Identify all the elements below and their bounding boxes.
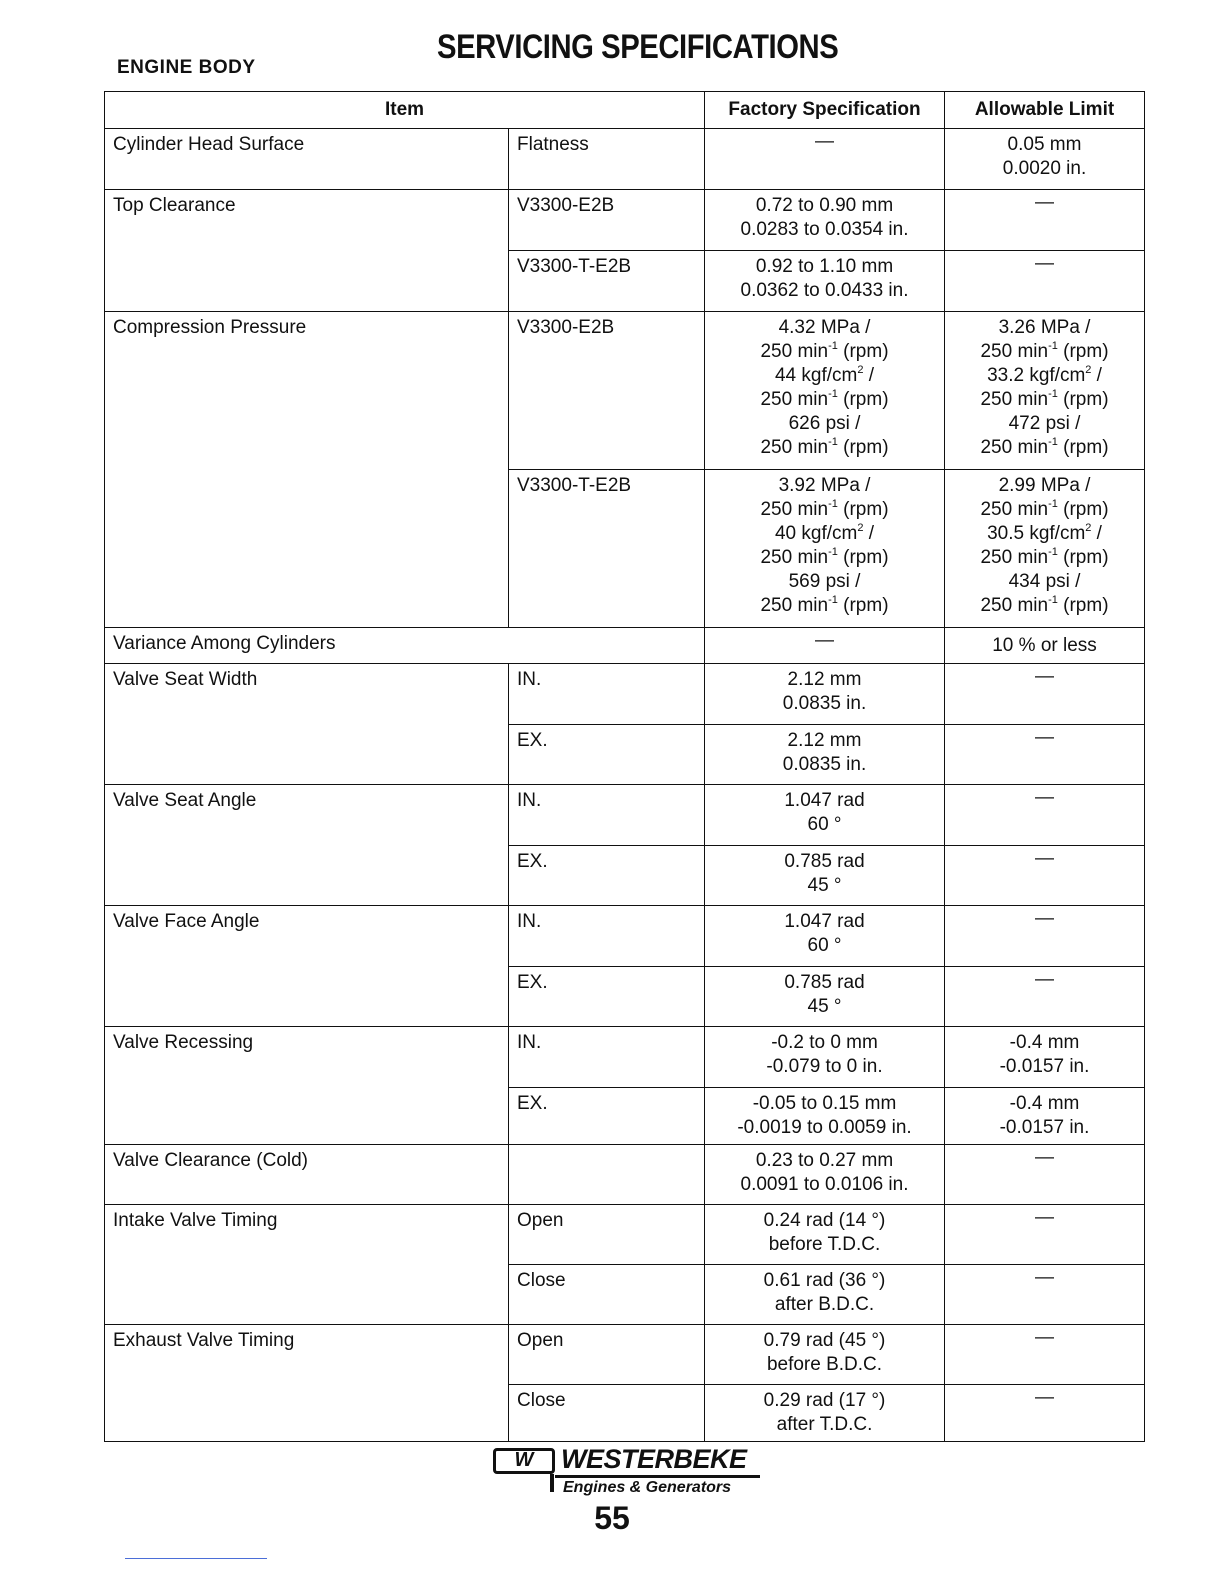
condition-cell: Close — [509, 1385, 705, 1442]
condition-cell: IN. — [509, 664, 705, 725]
square-exponent: 2 — [857, 521, 864, 534]
rpm-suffix: (rpm) — [837, 547, 889, 568]
rpm-line — [949, 498, 1140, 522]
rpm-line — [709, 436, 940, 460]
value-line: 0.24 rad (14 °) — [763, 1210, 886, 1231]
table-row — [105, 190, 1145, 251]
rpm-prefix: 250 min — [980, 389, 1049, 410]
rpm-line — [709, 546, 940, 570]
condition-cell: EX. — [509, 1088, 705, 1145]
item-cell: Intake Valve Timing — [105, 1205, 509, 1325]
condition-cell: EX. — [509, 846, 705, 906]
factory-spec-cell — [705, 1265, 945, 1325]
value-line: 569 psi / — [788, 571, 861, 592]
value-line: 0.0835 in. — [782, 693, 867, 714]
condition-cell: V3300-E2B — [509, 312, 705, 470]
slash: / — [863, 523, 875, 544]
allowable-limit-cell: — — [945, 1145, 1145, 1205]
item-cell: Valve Recessing — [105, 1027, 509, 1145]
value-line: 3.26 MPa / — [998, 317, 1091, 338]
rpm-suffix: (rpm) — [837, 437, 889, 458]
slash: / — [1091, 365, 1102, 386]
item-cell: Valve Face Angle — [105, 906, 509, 1027]
rpm-suffix: (rpm) — [1057, 341, 1109, 362]
condition-cell: IN. — [509, 906, 705, 967]
value-line: 0.92 to 1.10 mm — [755, 256, 894, 277]
square-exponent: 2 — [1085, 363, 1092, 376]
value-line: -0.0019 to 0.0059 in. — [737, 1117, 912, 1138]
rpm-prefix: 250 min — [980, 341, 1049, 362]
rpm-exponent: -1 — [828, 339, 838, 352]
value-line: 1.047 rad — [784, 911, 865, 932]
allowable-limit-cell: — — [945, 190, 1145, 251]
factory-spec-cell — [705, 251, 945, 312]
rpm-line — [949, 546, 1140, 570]
rpm-prefix: 250 min — [980, 437, 1049, 458]
factory-spec-cell — [705, 1205, 945, 1265]
value-line — [709, 364, 940, 388]
factory-spec-cell — [705, 906, 945, 967]
table-row — [105, 129, 1145, 190]
specifications-table — [104, 91, 1145, 1442]
rpm-line — [949, 594, 1140, 618]
value-line: 472 psi / — [1008, 413, 1081, 434]
value-line: after T.D.C. — [776, 1414, 873, 1435]
rpm-exponent: -1 — [828, 497, 838, 510]
rpm-suffix: (rpm) — [837, 389, 889, 410]
value-line: 4.32 MPa / — [778, 317, 871, 338]
factory-spec-cell — [705, 785, 945, 846]
value-line: 0.0362 to 0.0433 in. — [740, 280, 909, 301]
allowable-limit-cell: — — [945, 664, 1145, 725]
value-line: 2.99 MPa / — [998, 475, 1091, 496]
factory-spec-cell: — — [705, 628, 945, 664]
item-cell: Exhaust Valve Timing — [105, 1325, 509, 1442]
value-line: 45 ° — [807, 996, 842, 1017]
rpm-line — [949, 388, 1140, 412]
value-line: 2.12 mm — [787, 669, 862, 690]
value-line: -0.0157 in. — [999, 1117, 1090, 1138]
rpm-suffix: (rpm) — [1057, 437, 1109, 458]
square-exponent: 2 — [857, 363, 864, 376]
value-line: before T.D.C. — [768, 1234, 881, 1255]
item-cell: Valve Clearance (Cold) — [105, 1145, 509, 1205]
rpm-suffix: (rpm) — [1057, 595, 1109, 616]
allowable-limit-cell — [945, 312, 1145, 470]
rpm-exponent: -1 — [1048, 435, 1058, 448]
condition-cell: V3300-T-E2B — [509, 251, 705, 312]
value-line: 0.79 rad (45 °) — [763, 1330, 886, 1351]
factory-spec-cell: — — [705, 129, 945, 190]
page-title: SERVICING SPECIFICATIONS — [437, 28, 839, 66]
logo-mark-icon: W — [493, 1448, 555, 1474]
rpm-exponent: -1 — [828, 435, 838, 448]
factory-spec-cell — [705, 470, 945, 628]
item-cell: Valve Seat Angle — [105, 785, 509, 906]
rpm-exponent: -1 — [828, 593, 838, 606]
allowable-limit-cell: — — [945, 1205, 1145, 1265]
rpm-prefix: 250 min — [980, 595, 1049, 616]
value-line: 0.23 to 0.27 mm — [755, 1150, 894, 1171]
rpm-suffix: (rpm) — [1057, 499, 1109, 520]
table-row — [105, 1027, 1145, 1088]
allowable-limit-cell: — — [945, 967, 1145, 1027]
kgf-value: 40 kgf/cm — [774, 523, 858, 544]
item-cell: Valve Seat Width — [105, 664, 509, 785]
rpm-line — [709, 340, 940, 364]
kgf-value: 33.2 kgf/cm — [987, 365, 1086, 386]
column-header-item: Item — [105, 92, 705, 129]
table-row — [105, 664, 1145, 725]
value-line: -0.05 to 0.15 mm — [752, 1093, 897, 1114]
rpm-suffix: (rpm) — [837, 499, 889, 520]
kgf-value: 30.5 kgf/cm — [987, 523, 1086, 544]
factory-spec-cell — [705, 190, 945, 251]
table-row — [105, 1145, 1145, 1205]
logo-stem — [550, 1474, 554, 1492]
condition-cell: V3300-T-E2B — [509, 470, 705, 628]
rpm-suffix: (rpm) — [837, 595, 889, 616]
value-line: 434 psi / — [1008, 571, 1081, 592]
column-header-limit: Allowable Limit — [945, 92, 1145, 129]
factory-spec-cell — [705, 664, 945, 725]
condition-cell: Flatness — [509, 129, 705, 190]
table-row — [105, 312, 1145, 470]
allowable-limit-cell: — — [945, 846, 1145, 906]
item-cell: Variance Among Cylinders — [105, 628, 705, 664]
allowable-limit-cell: — — [945, 906, 1145, 967]
rpm-prefix: 250 min — [760, 437, 829, 458]
value-line: 0.0283 to 0.0354 in. — [740, 219, 909, 240]
table-row — [105, 1205, 1145, 1265]
allowable-limit-cell — [945, 129, 1145, 190]
allowable-limit-cell: — — [945, 785, 1145, 846]
rpm-exponent: -1 — [1048, 593, 1058, 606]
condition-cell: Open — [509, 1205, 705, 1265]
value-line: before B.D.C. — [766, 1354, 883, 1375]
item-cell: Compression Pressure — [105, 312, 509, 628]
value-line: 3.92 MPa / — [778, 475, 871, 496]
condition-cell: V3300-E2B — [509, 190, 705, 251]
square-exponent: 2 — [1085, 521, 1092, 534]
value-line — [949, 522, 1140, 546]
rpm-prefix: 250 min — [760, 595, 829, 616]
condition-cell: EX. — [509, 967, 705, 1027]
value-line — [949, 364, 1140, 388]
allowable-limit-cell: — — [945, 1325, 1145, 1385]
value-line: -0.2 to 0 mm — [771, 1032, 878, 1053]
table-row — [105, 628, 1145, 664]
factory-spec-cell — [705, 1385, 945, 1442]
rpm-prefix: 250 min — [760, 547, 829, 568]
condition-cell: EX. — [509, 725, 705, 785]
value-line: after B.D.C. — [774, 1294, 875, 1315]
kgf-value: 44 kgf/cm — [774, 365, 858, 386]
value-line: 60 ° — [807, 814, 842, 835]
condition-cell: IN. — [509, 1027, 705, 1088]
item-cell: Top Clearance — [105, 190, 509, 312]
value-line: 2.12 mm — [787, 730, 862, 751]
value-line: 0.0091 to 0.0106 in. — [740, 1174, 909, 1195]
column-header-factory: Factory Specification — [705, 92, 945, 129]
scan-edge-line — [125, 1558, 267, 1559]
value-line: 0.61 rad (36 °) — [763, 1270, 886, 1291]
factory-spec-cell — [705, 312, 945, 470]
value-line: -0.4 mm — [1009, 1032, 1080, 1053]
value-line: 45 ° — [807, 875, 842, 896]
value-line: -0.4 mm — [1009, 1093, 1080, 1114]
value-line: 0.05 mm — [1007, 134, 1082, 155]
condition-cell — [509, 1145, 705, 1205]
condition-cell: IN. — [509, 785, 705, 846]
allowable-limit-cell: — — [945, 725, 1145, 785]
rpm-prefix: 250 min — [760, 499, 829, 520]
table-header-row — [105, 92, 1145, 129]
value-line: 0.72 to 0.90 mm — [755, 195, 894, 216]
factory-spec-cell — [705, 1027, 945, 1088]
rpm-exponent: -1 — [1048, 545, 1058, 558]
factory-spec-cell — [705, 967, 945, 1027]
factory-spec-cell — [705, 1325, 945, 1385]
condition-cell: Open — [509, 1325, 705, 1385]
value-line: 0.0020 in. — [1002, 158, 1087, 179]
slash: / — [863, 365, 875, 386]
allowable-limit-cell — [945, 1088, 1145, 1145]
brand-tagline: Engines & Generators — [563, 1479, 732, 1496]
value-line: 0.785 rad — [784, 851, 865, 872]
allowable-limit-cell: — — [945, 1385, 1145, 1442]
condition-cell: Close — [509, 1265, 705, 1325]
section-label: ENGINE BODY — [117, 57, 256, 78]
value-line: 0.29 rad (17 °) — [763, 1390, 886, 1411]
rpm-exponent: -1 — [1048, 339, 1058, 352]
table-row — [105, 785, 1145, 846]
rpm-exponent: -1 — [828, 545, 838, 558]
rpm-exponent: -1 — [1048, 387, 1058, 400]
table-row — [105, 906, 1145, 967]
rpm-line — [709, 594, 940, 618]
allowable-limit-cell: — — [945, 251, 1145, 312]
rpm-exponent: -1 — [1048, 497, 1058, 510]
value-line — [709, 522, 940, 546]
rpm-prefix: 250 min — [760, 341, 829, 362]
value-line: 626 psi / — [788, 413, 861, 434]
rpm-line — [709, 498, 940, 522]
factory-spec-cell — [705, 725, 945, 785]
allowable-limit-cell: 10 % or less — [945, 628, 1145, 664]
allowable-limit-cell: — — [945, 1265, 1145, 1325]
rpm-prefix: 250 min — [760, 389, 829, 410]
rpm-prefix: 250 min — [980, 499, 1049, 520]
factory-spec-cell — [705, 1145, 945, 1205]
allowable-limit-cell — [945, 1027, 1145, 1088]
slash: / — [1091, 523, 1102, 544]
rpm-line — [949, 436, 1140, 460]
rpm-line — [709, 388, 940, 412]
allowable-limit-cell — [945, 470, 1145, 628]
brand-name: WESTERBEKE — [561, 1444, 747, 1474]
rpm-suffix: (rpm) — [837, 341, 889, 362]
item-cell: Cylinder Head Surface — [105, 129, 509, 190]
value-line: 0.785 rad — [784, 972, 865, 993]
value-line: -0.079 to 0 in. — [766, 1056, 883, 1077]
westerbeke-logo — [493, 1444, 763, 1500]
rpm-suffix: (rpm) — [1057, 547, 1109, 568]
factory-spec-cell — [705, 1088, 945, 1145]
rpm-exponent: -1 — [828, 387, 838, 400]
page-number: 55 — [594, 1500, 630, 1536]
rpm-prefix: 250 min — [980, 547, 1049, 568]
value-line: 1.047 rad — [784, 790, 865, 811]
logo-underline — [555, 1475, 760, 1478]
value-line: 60 ° — [807, 935, 842, 956]
rpm-line — [949, 340, 1140, 364]
value-line: -0.0157 in. — [999, 1056, 1090, 1077]
factory-spec-cell — [705, 846, 945, 906]
value-line: 0.0835 in. — [782, 754, 867, 775]
rpm-suffix: (rpm) — [1057, 389, 1109, 410]
table-row — [105, 1325, 1145, 1385]
